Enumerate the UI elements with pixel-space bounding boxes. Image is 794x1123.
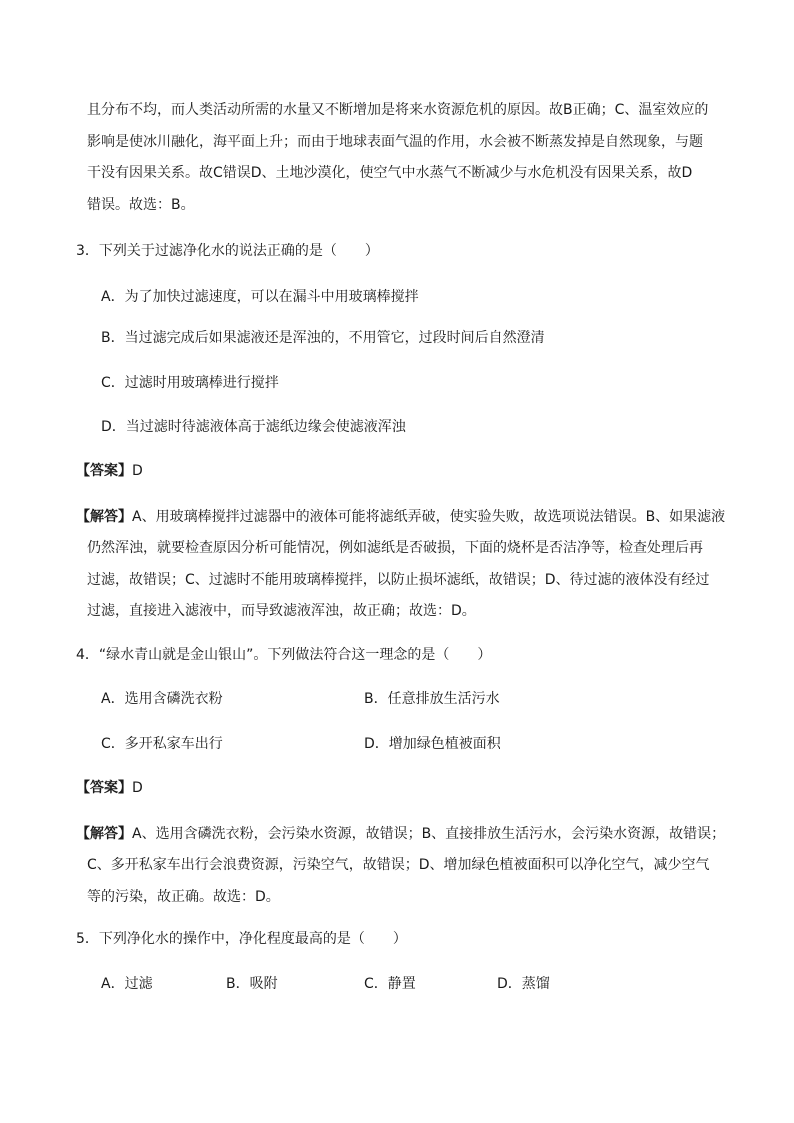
q3-answer-value: D xyxy=(132,463,143,479)
q5-option-b: B．吸附 xyxy=(226,976,278,992)
intro-line-1: 且分布不均，而人类活动所需的水量又不断增加是将来水资源危机的原因。故B正确；C、温室效应的 xyxy=(87,102,709,118)
q4-option-d: D．增加绿色植被面积 xyxy=(364,736,501,752)
q3-analysis-line-3: 过滤，故错误；C、过滤时不能用玻璃棒搅拌，以防止损坏滤纸，故错误；D、待过滤的液体没有经过 xyxy=(87,572,710,588)
q4-answer-value: D xyxy=(132,780,143,796)
q3-analysis-line-1: A、用玻璃棒搅拌过滤器中的液体可能将滤纸弄破，使实验失败，故选项说法错误。B、如果滤液 xyxy=(132,509,726,525)
q5-option-c: C．静置 xyxy=(364,976,416,992)
q3-option-d: D．当过滤时待滤液体高于滤纸边缘会使滤液浑浊 xyxy=(101,419,406,435)
q4-analysis-line-2: C、多开私家车出行会浪费资源，污染空气，故错误；D、增加绿色植被面积可以净化空气，减少空气 xyxy=(87,857,710,873)
intro-line-4: 错误。故选：B。 xyxy=(87,197,195,213)
q4-analysis-line-1: A、选用含磷洗衣粉，会污染水资源，故错误；B、直接排放生活污水，会污染水资源，故错误； xyxy=(132,826,726,842)
intro-line-3: 干没有因果关系。故C错误D、土地沙漠化，使空气中水蒸气不断减少与水危机没有因果关系，故D xyxy=(87,165,693,181)
q3-analysis-label: 【解答】 xyxy=(76,509,132,525)
q4-option-a: A．选用含磷洗衣粉 xyxy=(101,691,223,707)
q4-analysis-line-3: 等的污染，故正确。故选：D。 xyxy=(87,889,280,905)
q3-stem: 3．下列关于过滤净化水的说法正确的是（ ） xyxy=(76,243,379,259)
q5-option-d: D．蒸馏 xyxy=(497,976,550,992)
q3-analysis-first xyxy=(76,506,725,528)
q4-answer xyxy=(76,777,143,799)
q4-analysis-label: 【解答】 xyxy=(76,826,132,842)
intro-line-2: 影响是使冰川融化，海平面上升；而由于地球表面气温的作用，水会被不断蒸发掉是自然现象，与题 xyxy=(87,134,703,150)
q5-option-a: A．过滤 xyxy=(101,976,153,992)
q4-analysis-first xyxy=(76,823,725,845)
q4-stem: 4．“绿水青山就是金山银山”。下列做法符合这一理念的是（ ） xyxy=(76,647,492,663)
q4-option-c: C．多开私家车出行 xyxy=(101,736,223,752)
q4-answer-label: 【答案】 xyxy=(76,780,132,796)
q4-option-b: B．任意排放生活污水 xyxy=(364,691,500,707)
q3-option-a: A．为了加快过滤速度，可以在漏斗中用玻璃棒搅拌 xyxy=(101,289,419,305)
q3-option-b: B．当过滤完成后如果滤液还是浑浊的，不用管它，过段时间后自然澄清 xyxy=(101,330,545,346)
q3-answer xyxy=(76,460,143,482)
q3-option-c: C．过滤时用玻璃棒进行搅拌 xyxy=(101,375,279,391)
q5-stem: 5．下列净化水的操作中，净化程度最高的是（ ） xyxy=(76,931,407,947)
q3-answer-label: 【答案】 xyxy=(76,463,132,479)
q3-analysis-line-4: 过滤，直接进入滤液中，而导致滤液浑浊，故正确；故选：D。 xyxy=(87,603,476,619)
q3-analysis-line-2: 仍然浑浊，就要检查原因分析可能情况，例如滤纸是否破损，下面的烧杯是否洁净等，检查处理后再 xyxy=(87,540,703,556)
